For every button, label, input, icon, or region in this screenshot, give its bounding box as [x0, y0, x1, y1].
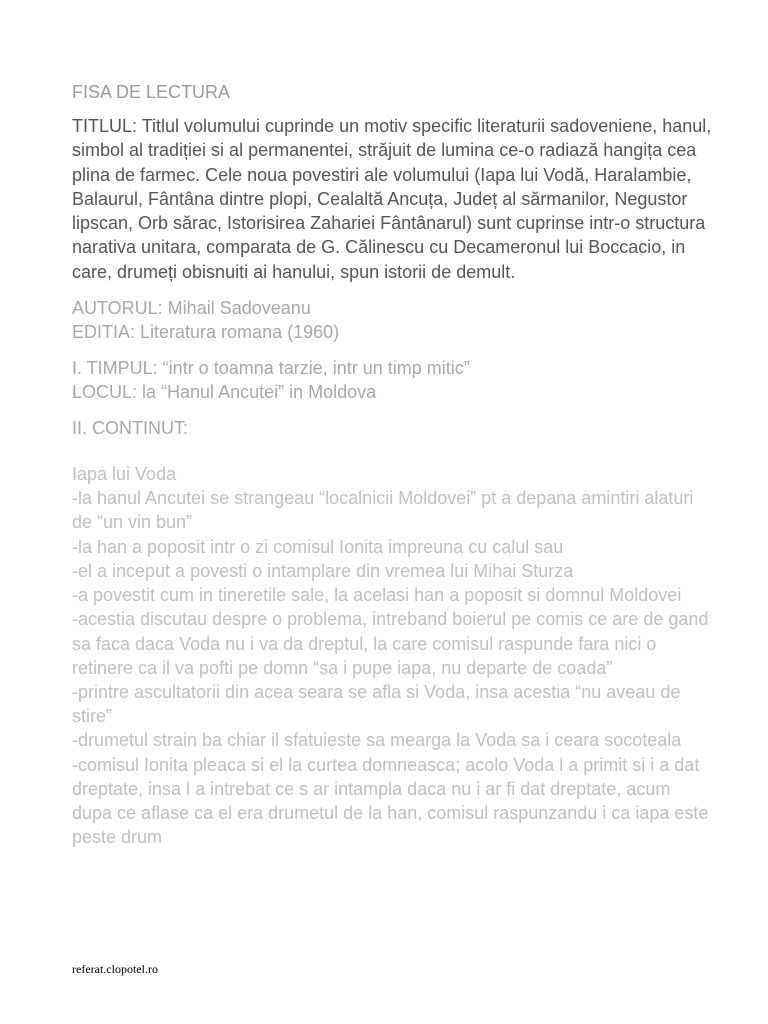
- content-item: -printre ascultatorii din acea seara se afla si Voda, insa acestia “nu aveau de stire”: [72, 681, 681, 727]
- footer-source: referat.clopotel.ro: [72, 962, 158, 976]
- edition-line: EDITIA: Literatura romana (1960): [72, 322, 340, 343]
- content-subtitle: Iapa lui Voda: [72, 464, 177, 485]
- content-item: -a povestit cum in tineretile sale, la acelasi han a poposit si domnul Moldovei: [72, 585, 682, 606]
- author-line: AUTORUL: Mihail Sadoveanu: [72, 298, 311, 319]
- time-line: I. TIMPUL: “intr o toamna tarzie, intr un timp mitic”: [72, 358, 470, 379]
- author-edition-block: [72, 296, 712, 344]
- document-heading: FISA DE LECTURA: [72, 82, 231, 102]
- content-heading: II. CONTINUT:: [72, 418, 188, 439]
- document-page: [72, 80, 712, 849]
- title-paragraph: TITLUL: Titlul volumului cuprinde un motiv specific literaturii sadoveniene, hanul, simbol al tradiției si al permanentei, străjuit de lumina ce-o radiază hangița cea plina de farmec. Cele noua povestiri ale volumului (Iapa lui Vodă, Haralambie, Balaurul, Fântâna dintre plopi, Cealaltă Ancuța, Județ al sărmanilor, Negustor lipscan, Orb sărac, Istorisirea Zahariei Fântânarul) sunt cuprinse intr-o structura narativa unitara, comparata de G. Călinescu cu Decameronul lui Boccacio, in care, drumeți obisnuiti ai hanului, spun istorii de demult.: [72, 116, 712, 282]
- content-item: -el a inceput a povesti o intamplare din vremea lui Mihai Sturza: [72, 560, 574, 581]
- content-item: -la han a poposit intr o zi comisul Ionita impreuna cu calul sau: [72, 536, 564, 557]
- content-item: -drumetul strain ba chiar il sfatuieste sa mearga la Voda sa i ceara socoteala: [72, 730, 682, 751]
- content-block: [72, 462, 712, 849]
- time-place-block: [72, 356, 712, 404]
- place-line: LOCUL: la “Hanul Ancutei” in Moldova: [72, 382, 377, 403]
- content-item: -la hanul Ancutei se strangeau “localnicii Moldovei” pt a depana amintiri alaturi de “un vin bun”: [72, 488, 694, 533]
- content-item: -acestia discutau despre o problema, intreband boierul pe comis ce are de gand sa faca daca Voda nu i va da dreptul, la care comisul raspunde fara nici o retinere ca il va pofti pe domn “sa i pupe iapa, nu departe de coada”: [72, 609, 709, 678]
- content-item: -comisul Ionita pleaca si el la curtea domneasca; acolo Voda l a primit si i a dat dreptate, insa l a intrebat ce s ar intampla daca nu i ar fi dat dreptate, acum dupa ce aflase ca el era drumetul de la han, comisul raspunzandu i ca iapa este peste drum: [72, 754, 709, 848]
